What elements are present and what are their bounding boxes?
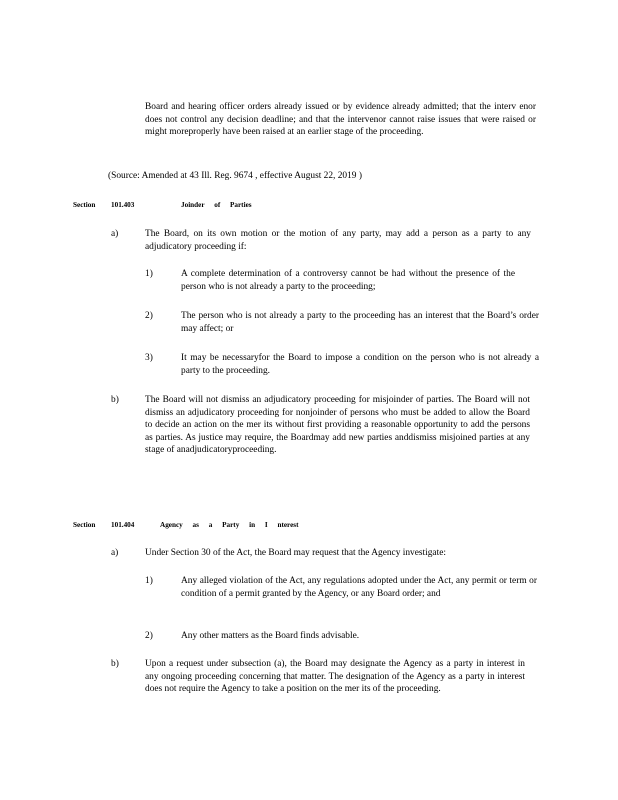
subsection-a-marker: a) <box>111 229 119 239</box>
section-label: Section <box>73 201 96 209</box>
subsection-b-text: Upon a request under subsection (a), the Board may designate the Agency as a party in interest in any ongoing proceeding concerning that matter. The designation of the Agency as a party in interest does not require the Agency to take a position on the mer its of the proceeding. <box>145 659 525 695</box>
section-label: Section <box>73 521 96 529</box>
item-3-text: It may be necessaryfor the Board to impose a condition on the person who is not already a party to the proceeding. <box>181 353 539 376</box>
item-1-marker: 1) <box>145 269 153 279</box>
continuation-paragraph: Board and hearing officer orders already issued or by evidence already admitted; that the interv enor does not control any decision deadline; and that the intervenor cannot raise issues that were raised or might moreproperly have been raised at an earlier stage of the proceeding. <box>145 102 536 138</box>
item-1-text: Any alleged violation of the Act, any regulations adopted under the Act, any permit or term or condition of a permit granted by the Agency, or any Board order; and <box>181 576 537 599</box>
section-number: 101.404 <box>111 521 135 529</box>
section-title: Agency as a Party in I nterest <box>160 521 299 529</box>
section-title: Joinder of Parties <box>181 201 252 209</box>
item-1-text: A complete determination of a controversy cannot be had without the presence of the person who is not already a party to the proceeding; <box>181 269 515 292</box>
item-2-text: Any other matters as the Board finds advisable. <box>181 631 360 641</box>
subsection-a-text: Under Section 30 of the Act, the Board may request that the Agency investigate: <box>145 548 446 558</box>
item-2-marker: 2) <box>145 311 153 321</box>
item-1-marker: 1) <box>145 576 153 586</box>
section-number: 101.403 <box>111 201 135 209</box>
subsection-a-marker: a) <box>111 548 119 558</box>
subsection-b-marker: b) <box>111 659 119 669</box>
item-3-marker: 3) <box>145 353 153 363</box>
subsection-b-marker: b) <box>111 395 119 405</box>
source-note: (Source: Amended at 43 Ill. Reg. 9674 , effective August 22, 2019 ) <box>108 171 362 181</box>
subsection-a-text: The Board, on its own motion or the motion of any party, may add a person as a party to any adjudicatory proceeding if: <box>145 229 531 252</box>
item-2-marker: 2) <box>145 631 153 641</box>
item-2-text: The person who is not already a party to the proceeding has an interest that the Board’s order may affect; or <box>181 311 539 334</box>
subsection-b-text: The Board will not dismiss an adjudicatory proceeding for misjoinder of parties. The Board will not dismiss an adjudicatory proceeding for nonjoinder of persons who must be added to allow the Board to decide an action on the mer its without first providing a reasonable opportunity to add the persons as parties. As justice may require, the Boardmay add new parties anddismiss misjoined parties at any stage of anadjudicatoryproceeding. <box>145 395 530 456</box>
